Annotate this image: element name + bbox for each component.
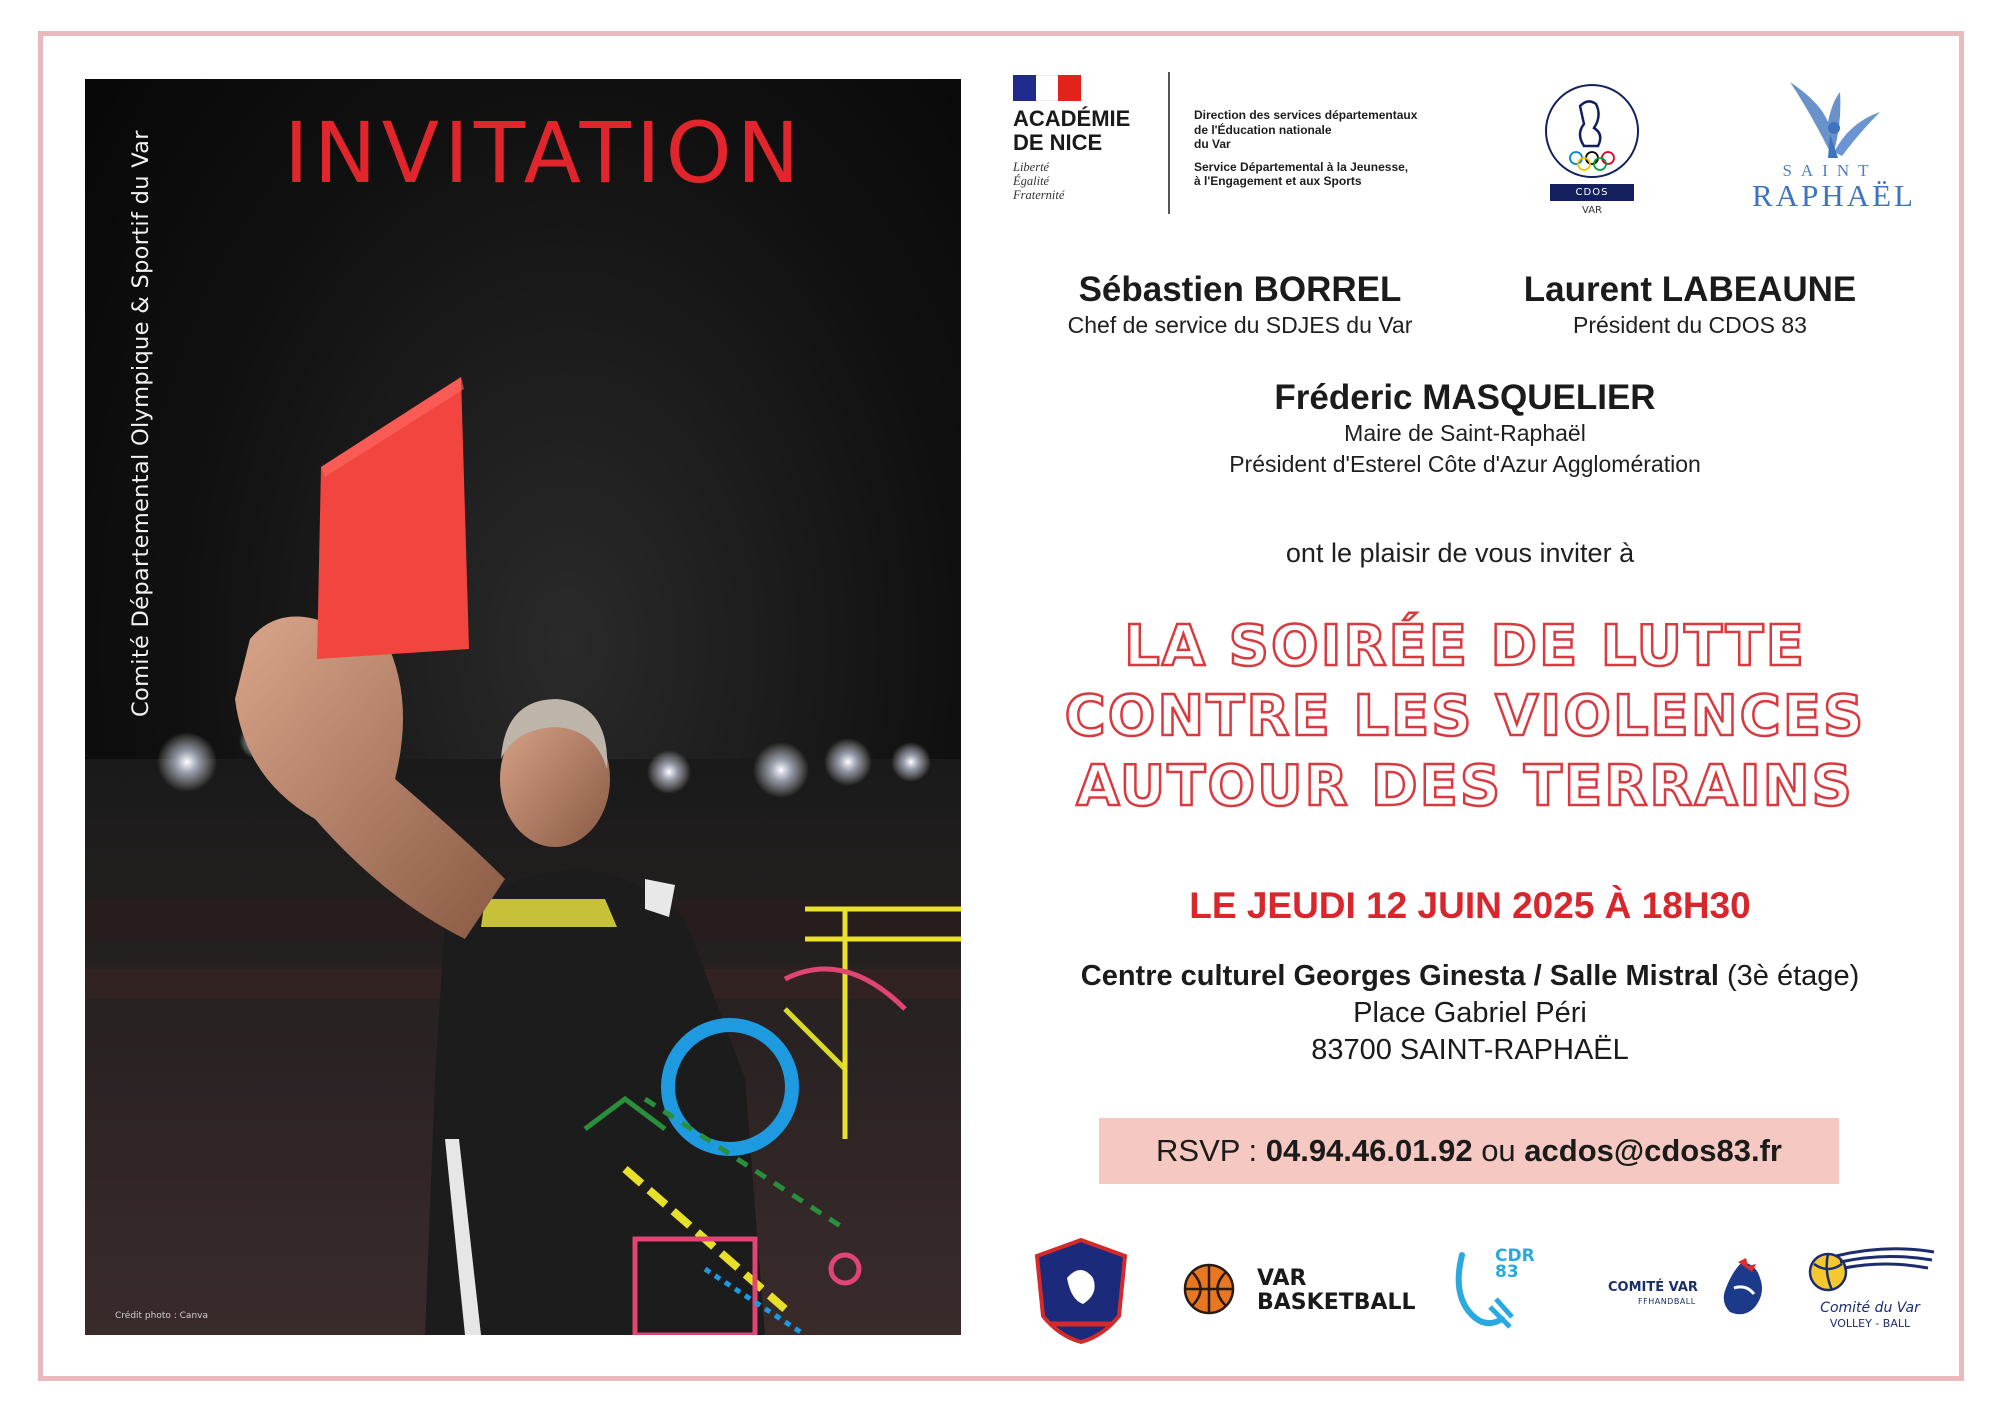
dir-line1: Direction des services départementaux [1194, 108, 1418, 122]
rooster-icon [1716, 1258, 1768, 1322]
venue-floor: (3è étage) [1718, 960, 1860, 992]
host-role-2: Président d'Esterel Côte d'Azur Agglomération [1229, 451, 1701, 477]
venue-address-line2: 83700 SAINT-RAPHAËL [1311, 1034, 1629, 1066]
logo-divider [1168, 72, 1170, 214]
dir-line3: du Var [1194, 137, 1231, 151]
cdos-var-label: VAR [1582, 205, 1602, 216]
basketball-icon [1182, 1262, 1236, 1316]
host-masquelier [1140, 378, 1790, 480]
service-line1: Service Départemental à la Jeunesse, [1194, 159, 1409, 174]
academie-direction-text [1194, 108, 1484, 189]
motto-egalite: Égalité [1013, 174, 1050, 188]
dir-line2: de l'Éducation nationale [1194, 122, 1332, 137]
service-line2: à l'Engagement et aux Sports [1194, 174, 1362, 188]
host-role: Président du CDOS 83 [1573, 312, 1807, 338]
host-name: Fréderic MASQUELIER [1274, 378, 1656, 417]
cdos-vertical-label: Comité Départemental Olympique & Sportif du Var [128, 130, 154, 717]
motto-liberte: Liberté [1013, 160, 1050, 174]
red-card [317, 377, 469, 659]
event-venue [1000, 958, 1940, 1069]
rsvp-label: RSVP : [1156, 1133, 1266, 1168]
volley-logo-line2: VOLLEY - BALL [1829, 1317, 1911, 1330]
event-title-line2: CONTRE LES VIOLENCES [1064, 684, 1866, 749]
rsvp-or: ou [1472, 1133, 1525, 1168]
host-name: Sébastien BORREL [1078, 270, 1402, 309]
host-labeaune [1480, 270, 1900, 341]
volleyball-icon [1806, 1244, 1936, 1296]
french-flag-icon [1013, 75, 1081, 101]
venue-name: Centre culturel Georges Ginesta / Salle Mistral [1080, 960, 1719, 992]
cdr-line2: 83 [1495, 1262, 1519, 1282]
saint-raphael-line2: RAPHAËL [1752, 178, 1916, 213]
event-title [1050, 612, 1880, 822]
rsvp-email[interactable]: acdos@cdos83.fr [1524, 1133, 1782, 1168]
armband [481, 899, 617, 927]
rsvp-phone[interactable]: 04.94.46.01.92 [1265, 1133, 1473, 1168]
academie-name-line2: DE NICE [1013, 130, 1103, 155]
event-date: LE JEUDI 12 JUIN 2025 À 18H30 [1189, 885, 1751, 926]
photo-credit: Crédit photo : Canva [115, 1311, 208, 1321]
host-borrel [1040, 270, 1440, 341]
academie-name-line1: ACADÉMIE [1013, 106, 1131, 131]
host-role: Chef de service du SDJES du Var [1067, 312, 1413, 338]
floodlight [157, 732, 217, 792]
academie-nice-logo [1013, 75, 1163, 202]
var-basketball-line2: BASKETBALL [1257, 1290, 1416, 1315]
cdr-line1: CDR [1495, 1246, 1535, 1266]
district-football-shield-icon [1033, 1238, 1129, 1344]
cdos-badge: CDOS [1550, 184, 1634, 201]
handball-logo-line2: FFHANDBALL [1638, 1297, 1696, 1306]
volley-logo-line1: Comité du Var [1820, 1300, 1920, 1316]
saint-raphael-line1: SAINT [1782, 161, 1878, 180]
photo-illustration [85, 79, 961, 1335]
host-name: Laurent LABEAUNE [1523, 270, 1857, 309]
rsvp-box [1099, 1118, 1839, 1184]
event-title-line3: AUTOUR DES TERRAINS [1076, 754, 1854, 819]
invite-line: ont le plaisir de vous inviter à [1285, 538, 1635, 568]
motto-fraternite: Fraternité [1013, 188, 1065, 202]
event-title-line1: LA SOIRÉE DE LUTTE [1124, 614, 1806, 679]
cdr83-logo [1495, 1248, 1535, 1280]
host-role: Maire de Saint-Raphaël [1344, 420, 1586, 446]
var-basketball-logo [1257, 1267, 1416, 1315]
handball-logo-line1: COMITÉ VAR [1608, 1280, 1698, 1295]
var-basketball-line1: VAR [1257, 1266, 1307, 1291]
referee-photo [85, 79, 961, 1335]
invitation-title: INVITATION [284, 104, 805, 202]
venue-address-line1: Place Gabriel Péri [1353, 997, 1587, 1029]
